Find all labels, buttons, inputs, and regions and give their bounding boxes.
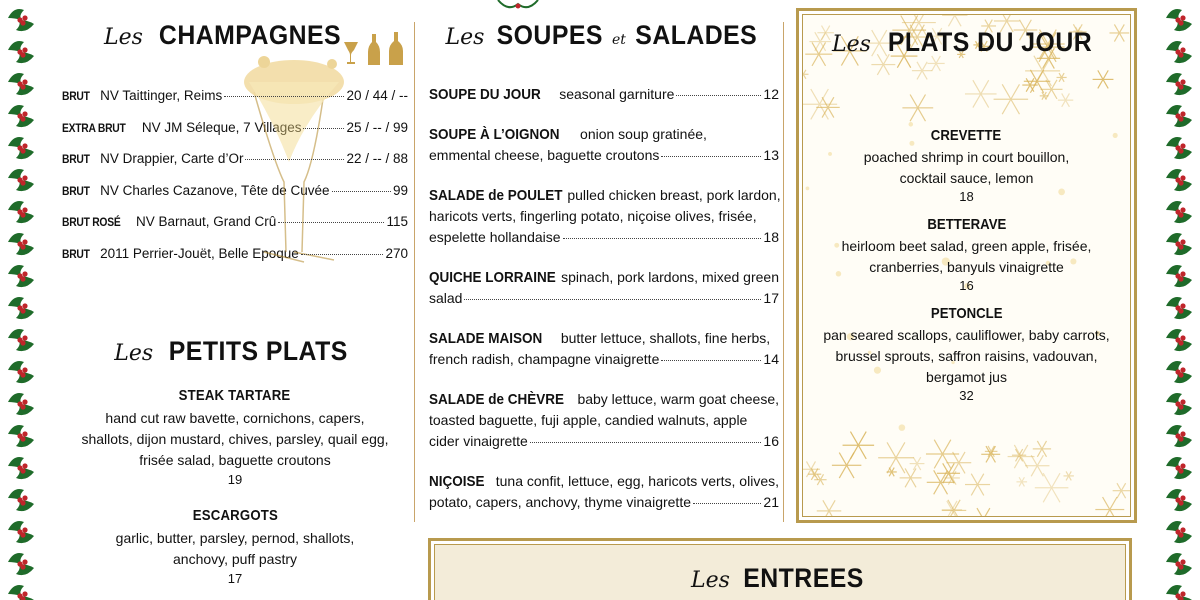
snowflake [1057,73,1067,82]
title-text: ENTREES [743,563,864,593]
champagne-kind: BRUT ROSÉ [62,215,121,230]
item-line [429,206,779,227]
dish-description-line: poached shrimp in court bouillon, [863,149,1070,165]
holly-sprig [1166,329,1192,351]
item-description: onion soup gratinée, [580,126,707,142]
item-price: 14 [763,351,779,367]
item-name: SOUPE DU JOUR [429,86,541,103]
dish-price: 32 [959,388,974,403]
soup-salad-item [429,124,779,166]
snowflake [927,56,944,71]
title-script: Les [832,32,871,57]
snowflake [1058,93,1073,106]
dish-item [62,507,408,586]
dish-price: 17 [227,570,243,586]
snowflake [965,474,990,496]
holly-sprig [8,9,34,31]
item-price: 13 [763,147,779,163]
holly-sprig [1166,457,1192,479]
item-price: 21 [763,494,779,510]
holly-sprig [1166,137,1192,159]
soup-salad-item [429,267,779,309]
champagne-row [62,88,408,120]
soup-salad-item [429,389,779,452]
dish-name: STEAK TARTARE [179,386,291,404]
holly-sprig [1166,169,1192,191]
item-price: 17 [763,290,779,306]
snowflake [965,80,997,107]
item-line [429,227,779,248]
champagne-kind: EXTRA BRUT [62,120,126,135]
dish-price: 18 [959,189,974,204]
champagne-name: NV Taittinger, Reims [100,88,223,103]
dish-description-line: heirloom beet salad, green apple, frisée, [841,238,1092,254]
holly-sprig [1166,489,1192,511]
dot-leader [464,299,761,300]
daily-dish [803,305,1130,403]
section-title-soupes-salades [429,20,779,60]
item-description: butter lettuce, shallots, fine herbs, [560,330,771,346]
snowflake [1016,477,1027,486]
holly-sprig [1166,425,1192,447]
item-description: espelette hollandaise [429,229,561,245]
holly-border-icon [1158,0,1200,600]
holly-sprig [8,105,34,127]
holly-sprig [8,233,34,255]
top-holly-flourish [488,0,548,14]
item-line [429,492,779,513]
item-description: french radish, champagne vinaigrette [429,351,660,367]
champagne-price: 115 [386,214,408,230]
soupes-list [429,84,779,513]
dish-description-line: cranberries, banyuls vinaigrette [869,259,1064,275]
dot-leader [278,222,384,223]
snowflake [1008,445,1035,468]
plats-du-jour-panel [796,8,1137,523]
snowflake [878,442,914,473]
title-text: PLATS DU JOUR [887,27,1093,57]
daily-dish [803,216,1130,293]
sparkle [909,122,914,127]
dot-leader [530,442,762,443]
item-line [429,349,779,370]
holly-sprig [8,489,34,511]
snowflake [900,468,922,487]
column-left [62,14,408,586]
holly-sprig [1166,393,1192,415]
holly-border-right [1158,0,1200,600]
dish-description [803,236,1130,278]
dot-leader [301,254,384,255]
dish-item [62,387,408,487]
holly-sprig [1166,265,1192,287]
item-description: potato, capers, anchovy, thyme vinaigrette [429,494,691,510]
title-text: PETITS PLATS [168,335,348,366]
item-line [429,267,779,288]
dot-leader [303,128,344,129]
snowflake [1063,471,1073,480]
item-description: toasted baguette, fuji apple, candied walnuts, apple [429,412,748,428]
holly-sprig [1166,585,1192,600]
dot-leader [676,95,761,96]
dish-description [803,325,1130,388]
item-line [429,185,779,206]
section-title-champagnes [104,20,349,51]
snowflake [1095,497,1124,517]
dish-description-line: pan seared scallops, cauliflower, baby carrots, [823,327,1110,343]
holly-sprig [8,521,34,543]
dish-name: CREVETTE [931,127,1002,144]
item-line [429,84,779,105]
petits-plats-list [62,387,408,586]
item-description: tuna confit, lettuce, egg, haricots verts, olives, [495,473,779,489]
soup-salad-item [429,328,779,370]
item-line [429,410,779,431]
snowflake [843,432,875,459]
snowflake [1025,455,1049,476]
snowflake [912,62,932,80]
champagnes-header [62,14,408,64]
section-title-plats-du-jour [803,27,1130,58]
snowflake [1033,441,1051,457]
plats-du-jour-list [803,127,1130,415]
column-divider [414,22,415,522]
dish-price: 19 [227,471,243,487]
champagne-list [62,88,408,278]
soup-salad-item [429,471,779,513]
item-description: seasonal garniture [559,86,675,102]
dish-description-line: bergamot jus [926,369,1007,385]
holly-sprig [1166,201,1192,223]
dish-description-line: hand cut raw bavette, cornichons, capers, [105,409,365,426]
holly-sprig [1166,553,1192,575]
soup-salad-item [429,84,779,105]
title-text-salades: SALADES [635,20,758,50]
holly-sprig [8,329,34,351]
dot-leader [563,238,762,239]
sparkle [899,424,906,431]
dish-description-line: garlic, butter, parsley, pernod, shallots, [115,529,355,546]
champagne-price: 99 [392,182,408,198]
dish-name: ESCARGOTS [192,506,278,524]
champagne-name: NV JM Séleque, 7 Villages [141,119,302,135]
item-name: SALADE MAISON [429,330,543,347]
item-price: 18 [763,229,779,245]
dot-leader [245,159,344,160]
item-line [429,145,779,166]
holly-sprig [1166,41,1192,63]
item-name: QUICHE LORRAINE [429,269,556,286]
item-line [429,124,779,145]
column-divider [783,22,784,522]
champagne-row [62,151,408,183]
item-description: haricots verts, fingerling potato, niçoise olives, frisée, [429,208,757,224]
holly-sprig [1166,233,1192,255]
title-script-et: et [612,32,626,48]
holly-sprig [1166,73,1192,95]
holly-sprig [8,73,34,95]
dish-description [62,528,408,570]
champagne-kind: BRUT [62,183,90,198]
champagne-price: 20 / 44 / -- [346,88,408,103]
champagne-row [62,183,408,215]
snowflake [832,453,861,479]
dot-leader [332,191,391,192]
champagne-name: 2011 Perrier-Jouët, Belle Epoque [100,245,299,261]
soup-salad-item [429,185,779,248]
snowflake [902,95,933,122]
holly-sprig [8,137,34,159]
dish-name: PETONCLE [930,305,1003,322]
entrees-inner [434,544,1126,600]
snowflake [942,15,967,26]
holly-sprig [8,425,34,447]
dish-description-line: frisée salad, baguette croutons [139,451,331,468]
item-description: pulled chicken breast, pork lardon, [567,187,781,203]
snowflake [1093,70,1114,88]
wine-bottle-icon [389,32,403,65]
holly-sprig [8,297,34,319]
item-description: spinach, pork lardons, mixed green [561,269,779,285]
holly-sprig [8,393,34,415]
item-name: SOUPE À L’OIGNON [429,126,560,143]
champagne-kind: BRUT [62,89,90,103]
title-script: Les [114,340,154,366]
item-description: salad [429,290,463,306]
champagne-kind: BRUT [62,152,90,167]
dish-description [803,147,1130,189]
title-script: Les [691,568,730,593]
item-description: emmental cheese, baguette croutons [429,147,660,163]
item-name: SALADE de CHÈVRE [429,391,565,408]
holly-sprig [8,265,34,287]
champagne-row [62,214,408,246]
item-line [429,389,779,410]
holly-border-icon [0,0,42,600]
title-text: CHAMPAGNES [158,20,342,50]
snowflake [803,70,809,79]
plats-du-jour-inner [802,14,1131,517]
item-name: NIÇOISE [429,473,485,490]
dish-name: BETTERAVE [927,216,1006,233]
item-description: cider vinaigrette [429,433,528,449]
holly-sprig [1166,521,1192,543]
holly-border-left [0,0,42,600]
holly-sprig [8,169,34,191]
snowflake [1040,92,1049,100]
champagne-row [62,246,408,278]
snowflake [994,84,1029,114]
item-line [429,288,779,309]
champagne-price: 22 / -- / 88 [346,151,408,167]
dish-description-line: cocktail sauce, lemon [899,170,1034,186]
item-price: 16 [763,433,779,449]
dish-description-line: anchovy, puff pastry [173,550,297,567]
holly-sprig [8,585,34,600]
champagne-kind: BRUT [62,246,90,261]
item-line [429,431,779,452]
snowflake [1113,483,1130,498]
snowflake [1035,473,1069,502]
holly-sprig [1166,361,1192,383]
dish-price: 16 [959,278,974,293]
dish-description-line: brussel sprouts, saffron raisins, vadouvan, [835,348,1098,364]
champagne-name: NV Charles Cazanove, Tête de Cuvée [100,182,330,198]
snowflake [887,468,897,477]
dot-leader [661,156,761,157]
snowflake [817,500,842,517]
champagne-price: 270 [385,245,408,261]
item-name: SALADE de POULET [429,187,563,204]
champagne-glass-icon [342,32,408,66]
holly-sprig [8,553,34,575]
column-middle [429,14,779,532]
champagne-row [62,120,408,152]
section-title-petits-plats [62,336,408,367]
dot-leader [693,503,761,504]
item-line [429,328,779,349]
item-line [429,471,779,492]
holly-sprig [8,361,34,383]
dish-description [62,408,408,471]
daily-dish [803,127,1130,204]
snowflake [981,446,1000,462]
dot-leader [224,96,344,97]
snowflake [910,457,925,470]
item-description: baby lettuce, warm goat cheese, [577,391,779,407]
champagne-bottle-icon [368,34,380,65]
entrees-panel [428,538,1132,600]
title-script: Les [104,25,143,50]
section-title-entrees [435,563,1125,594]
title-script: Les [445,25,485,50]
title-text-soupes: SOUPES [497,20,604,50]
holly-sprig [8,457,34,479]
holly-sprig [1166,297,1192,319]
dish-description-line: shallots, dijon mustard, chives, parsley, quail egg, [81,430,389,447]
champagne-name: NV Barnaut, Grand Crû [135,214,277,230]
holly-sprig [8,41,34,63]
snowflake [816,97,840,117]
dot-leader [661,360,761,361]
champagne-price: 25 / -- / 99 [346,119,408,135]
holly-sprig [8,201,34,223]
champagne-name: NV Drappier, Carte d’Or [100,151,244,167]
item-price: 12 [763,86,779,102]
snowflake [971,508,997,517]
holly-sprig [1166,105,1192,127]
holly-sprig [1166,9,1192,31]
